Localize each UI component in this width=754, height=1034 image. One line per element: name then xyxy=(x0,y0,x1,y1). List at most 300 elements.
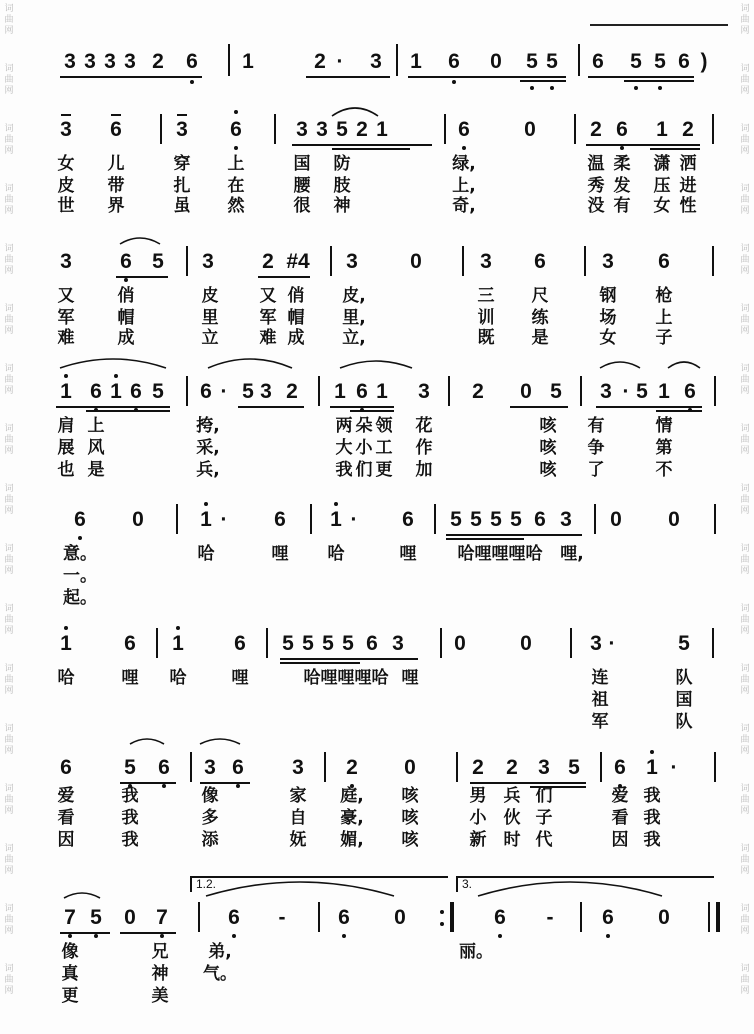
lyric-char: 上 xyxy=(87,416,105,436)
note: 3 xyxy=(600,380,612,403)
barline xyxy=(712,246,714,276)
note: 2 xyxy=(590,118,602,141)
lyric-char: 哈哩哩哩哈 xyxy=(457,544,543,564)
lyric-char: 场 xyxy=(599,308,617,328)
octave-dot xyxy=(452,80,456,84)
watermark-text: 词 曲 网 xyxy=(4,604,14,636)
note: 2 xyxy=(682,118,694,141)
underline-beam xyxy=(586,144,700,146)
note: · xyxy=(622,380,630,403)
lyric-char: 哈 xyxy=(57,668,75,688)
note: 6 xyxy=(494,906,506,929)
lyric-char: 我 xyxy=(643,830,661,850)
lyric-char: 工 xyxy=(375,438,393,458)
octave-dot xyxy=(134,408,138,412)
barline xyxy=(266,628,268,658)
note: 3 xyxy=(292,756,304,779)
note: 3 xyxy=(202,250,214,273)
note: · xyxy=(336,50,344,73)
note: 6 xyxy=(124,632,136,655)
watermark-text: 词 曲 网 xyxy=(740,124,750,156)
note: 6 xyxy=(448,50,460,73)
note: 1 xyxy=(172,632,184,655)
lyric-char: 有 xyxy=(613,196,631,216)
note: 6 xyxy=(366,632,378,655)
watermark-text: 词 曲 网 xyxy=(740,244,750,276)
note: 3 xyxy=(64,50,76,73)
slur xyxy=(600,362,640,368)
lyric-char: 训 xyxy=(477,308,495,328)
lyric-char: 潇 xyxy=(653,154,671,174)
octave-dot xyxy=(498,934,502,938)
lyric-char: 很 xyxy=(293,196,311,216)
lyric-char: 兵 xyxy=(503,786,521,806)
lyric-char: 肩 xyxy=(57,416,75,436)
lyric-char: 我 xyxy=(643,808,661,828)
underline-beam xyxy=(656,410,702,412)
lyric-char: 一。 xyxy=(63,566,97,586)
lyric-char: 家 xyxy=(289,786,307,806)
note: 0 xyxy=(520,380,532,403)
note: 1 xyxy=(242,50,254,73)
note: 6 xyxy=(338,906,350,929)
note: 5 xyxy=(336,118,348,141)
note: 5 xyxy=(470,508,482,531)
octave-dot xyxy=(94,408,98,412)
lyric-char: 子 xyxy=(655,328,673,348)
lyric-char: 咳 xyxy=(401,808,419,828)
lyric-char: 哈哩哩哩哈 xyxy=(303,668,389,688)
note: 0 xyxy=(524,118,536,141)
note: · xyxy=(670,756,678,779)
octave-dot xyxy=(176,626,180,630)
lyric-char: 帽 xyxy=(117,308,135,328)
note: 3 xyxy=(370,50,382,73)
lyric-char: 新 xyxy=(469,830,487,850)
right-watermark-strip xyxy=(736,0,754,1034)
lyric-char: 看 xyxy=(57,808,75,828)
octave-dot xyxy=(234,110,238,114)
barline xyxy=(228,44,230,76)
note: 3 xyxy=(602,250,614,273)
lyric-char: 难 xyxy=(259,328,277,348)
lyric-char: 是 xyxy=(87,460,105,480)
watermark-text: 词 曲 网 xyxy=(4,64,14,96)
note: 3 xyxy=(84,50,96,73)
lyric-char: 肢 xyxy=(333,176,351,196)
lyric-char: 更 xyxy=(375,460,393,480)
lyric-char: 花 xyxy=(415,416,433,436)
watermark-text: 词 曲 网 xyxy=(4,904,14,936)
barline xyxy=(570,628,572,658)
note: 0 xyxy=(454,632,466,655)
lyric-char: 里, xyxy=(342,308,366,328)
octave-dot xyxy=(236,784,240,788)
underline-beam xyxy=(258,276,310,278)
lyric-char: 队 xyxy=(675,668,693,688)
lyric-char: 发 xyxy=(613,176,631,196)
lyric-char: 我 xyxy=(121,786,139,806)
volta-label: 1.2. xyxy=(196,877,217,891)
note: 5 xyxy=(636,380,648,403)
lyric-char: 枪 xyxy=(655,286,673,306)
lyric-char: 上 xyxy=(227,154,245,174)
note: 1 xyxy=(376,118,388,141)
lyric-char: 风 xyxy=(87,438,105,458)
underline-beam xyxy=(280,658,418,660)
note: 3 xyxy=(392,632,404,655)
note: 5 xyxy=(90,906,102,929)
lyric-char: 咳 xyxy=(401,786,419,806)
lyric-char: 压 xyxy=(653,176,671,196)
watermark-text: 词 曲 网 xyxy=(4,784,14,816)
watermark-text: 词 曲 网 xyxy=(740,664,750,696)
lyric-char: 咳 xyxy=(401,830,419,850)
note: 6 xyxy=(74,508,86,531)
barline xyxy=(186,376,188,406)
lyric-char: 皮, xyxy=(342,286,366,306)
note: 0 xyxy=(520,632,532,655)
barline xyxy=(714,504,716,534)
note: 3 xyxy=(480,250,492,273)
slur xyxy=(332,108,378,116)
note: 3 xyxy=(124,50,136,73)
lyric-char: 立, xyxy=(342,328,366,348)
lyric-char: 柔 xyxy=(613,154,631,174)
note: 3 xyxy=(538,756,550,779)
barline xyxy=(580,902,582,932)
lyric-char: 不 xyxy=(655,460,673,480)
barline xyxy=(714,752,716,782)
watermark-text: 词 曲 网 xyxy=(4,244,14,276)
lyric-char: 是 xyxy=(531,328,549,348)
lyric-char: 两 xyxy=(335,416,353,436)
lyric-char: 爱 xyxy=(611,786,629,806)
lyric-char: 国 xyxy=(675,690,693,710)
underline-beam xyxy=(624,80,694,82)
note: 5 xyxy=(526,50,538,73)
note: 5 xyxy=(152,250,164,273)
lyric-char: 因 xyxy=(57,830,75,850)
note: 6 xyxy=(274,508,286,531)
lyric-char: 祖 xyxy=(591,690,609,710)
barline xyxy=(156,628,158,658)
lyric-char: 哩 xyxy=(401,668,419,688)
note: 6 xyxy=(90,380,102,403)
lyric-char: 洒 xyxy=(679,154,697,174)
lyric-char: 神 xyxy=(151,964,169,984)
note: 3 xyxy=(316,118,328,141)
note: 3 xyxy=(260,380,272,403)
octave-dash xyxy=(111,114,121,116)
lyric-char: 温 xyxy=(587,154,605,174)
lyric-char: 皮 xyxy=(57,176,75,196)
barline xyxy=(580,376,582,406)
note: - xyxy=(278,906,286,929)
note: 2 xyxy=(286,380,298,403)
octave-dot xyxy=(78,536,82,540)
note: 2 xyxy=(356,118,368,141)
lyric-char: 成 xyxy=(287,328,305,348)
barline xyxy=(434,504,436,534)
barline xyxy=(578,44,580,76)
lyric-char: 小 xyxy=(469,808,487,828)
lyric-char: 世 xyxy=(57,196,75,216)
lyric-char: 上 xyxy=(655,308,673,328)
note: 3 xyxy=(590,632,602,655)
octave-dot xyxy=(360,408,364,412)
underline-beam xyxy=(446,534,582,536)
lyric-char: 尺 xyxy=(531,286,549,306)
lyric-char: 情 xyxy=(655,416,673,436)
lyric-char: 我 xyxy=(121,808,139,828)
lyric-char: 弟, xyxy=(208,942,232,962)
note: 6 xyxy=(592,50,604,73)
lyric-char: 伙 xyxy=(503,808,521,828)
slur xyxy=(130,739,164,744)
note: 1 xyxy=(376,380,388,403)
note: 6 xyxy=(186,50,198,73)
lyric-char: 我 xyxy=(121,830,139,850)
lyric-char: 庭, xyxy=(340,786,364,806)
watermark-text: 词 曲 网 xyxy=(4,304,14,336)
octave-dot xyxy=(688,408,692,412)
lyric-char: 兄 xyxy=(151,942,169,962)
slur xyxy=(668,362,700,368)
watermark-text: 词 曲 网 xyxy=(740,724,750,756)
lyric-char: 我 xyxy=(643,786,661,806)
note: #4 xyxy=(286,250,310,273)
note: 2 xyxy=(472,380,484,403)
barline xyxy=(198,902,200,932)
watermark-text: 词 曲 网 xyxy=(740,364,750,396)
lyric-char: 又 xyxy=(259,286,277,306)
note: 6 xyxy=(616,118,628,141)
note: 6 xyxy=(158,756,170,779)
barline xyxy=(330,246,332,276)
lyric-char: 多 xyxy=(201,808,219,828)
lyric-char: 奇, xyxy=(452,196,476,216)
lyric-char: 哈 xyxy=(169,668,187,688)
lyric-char: 界 xyxy=(107,196,125,216)
lyric-char: 兵, xyxy=(196,460,220,480)
lyric-char: 练 xyxy=(531,308,549,328)
barline xyxy=(318,376,320,406)
slur xyxy=(208,359,292,368)
lyric-char: 哩 xyxy=(399,544,417,564)
note: · xyxy=(608,632,616,655)
note: 6 xyxy=(678,50,690,73)
watermark-text: 词 曲 网 xyxy=(4,424,14,456)
note: 3 xyxy=(204,756,216,779)
watermark-text: 词 曲 网 xyxy=(740,4,750,36)
note: 1 xyxy=(110,380,122,403)
octave-dot xyxy=(550,86,554,90)
note: 0 xyxy=(124,906,136,929)
barline xyxy=(712,114,714,144)
note: 5 xyxy=(510,508,522,531)
note: 6 xyxy=(614,756,626,779)
note: 2 xyxy=(346,756,358,779)
octave-dash xyxy=(61,114,71,116)
lyric-char: 钢 xyxy=(599,286,617,306)
lyric-char: 气。 xyxy=(203,964,237,984)
lyric-char: 哩 xyxy=(231,668,249,688)
note: 0 xyxy=(668,508,680,531)
note: 1 xyxy=(658,380,670,403)
lyric-char: 连 xyxy=(591,668,609,688)
note: 6 xyxy=(356,380,368,403)
note: 3 xyxy=(60,118,72,141)
underline-beam xyxy=(120,932,176,934)
lyric-char: 哈 xyxy=(197,544,215,564)
note: 6 xyxy=(402,508,414,531)
lyric-char: 挎, xyxy=(196,416,220,436)
note: · xyxy=(220,508,228,531)
slur xyxy=(120,238,160,244)
octave-dot xyxy=(124,278,128,282)
note: 0 xyxy=(404,756,416,779)
watermark-text: 词 曲 网 xyxy=(4,964,14,996)
note: 5 xyxy=(546,50,558,73)
lyric-char: 成 xyxy=(117,328,135,348)
lyric-char: 媚, xyxy=(340,830,364,850)
lyric-char: 有 xyxy=(587,416,605,436)
lyric-char: 代 xyxy=(535,830,553,850)
lyric-char: 难 xyxy=(57,328,75,348)
octave-dot xyxy=(94,934,98,938)
underline-beam xyxy=(520,80,566,82)
lyric-char: 秀 xyxy=(587,176,605,196)
lyric-char: 性 xyxy=(679,196,697,216)
note: 6 xyxy=(684,380,696,403)
underline-beam xyxy=(446,538,524,540)
barline xyxy=(176,504,178,534)
lyric-char: 妩 xyxy=(289,830,307,850)
lyric-char: 军 xyxy=(591,712,609,732)
octave-dot xyxy=(334,502,338,506)
lyric-char: 军 xyxy=(259,308,277,328)
watermark-text: 词 曲 网 xyxy=(740,184,750,216)
lyric-char: 像 xyxy=(61,942,79,962)
octave-dot xyxy=(530,86,534,90)
note: 3 xyxy=(560,508,572,531)
watermark-text: 词 曲 网 xyxy=(740,844,750,876)
lyric-char: 们 xyxy=(355,460,373,480)
note: 2 xyxy=(152,50,164,73)
barline xyxy=(462,246,464,276)
octave-dot xyxy=(162,784,166,788)
lyric-char: 作 xyxy=(415,438,433,458)
barline xyxy=(712,628,714,658)
lyric-char: 队 xyxy=(675,712,693,732)
octave-dot xyxy=(620,146,624,150)
barline xyxy=(450,902,454,932)
note: 6 xyxy=(130,380,142,403)
lyric-char: 没 xyxy=(587,196,605,216)
lyric-char: 军 xyxy=(57,308,75,328)
lyric-char: 意。 xyxy=(63,544,97,564)
barline xyxy=(600,752,602,782)
watermark-text: 词 曲 网 xyxy=(4,484,14,516)
volta-label: 3. xyxy=(462,877,473,891)
underline-beam xyxy=(238,406,304,408)
lyric-char: 丽。 xyxy=(459,942,493,962)
note: 6 xyxy=(232,756,244,779)
note: 6 xyxy=(60,756,72,779)
note: 3 xyxy=(418,380,430,403)
note: 3 xyxy=(60,250,72,273)
note: 6 xyxy=(602,906,614,929)
lyric-char: 因 xyxy=(611,830,629,850)
note: 1 xyxy=(330,508,342,531)
barline xyxy=(190,752,192,782)
lyric-char: 立 xyxy=(201,328,219,348)
barline xyxy=(584,246,586,276)
barline xyxy=(186,246,188,276)
lyric-char: 神 xyxy=(333,196,351,216)
note: 0 xyxy=(132,508,144,531)
lyric-char: 时 xyxy=(503,830,521,850)
lyric-char: 也 xyxy=(57,460,75,480)
watermark-text: 词 曲 网 xyxy=(740,304,750,336)
lyric-char: 我 xyxy=(335,460,353,480)
lyric-char: 自 xyxy=(289,808,307,828)
lyric-char: 俏 xyxy=(117,286,135,306)
note: 6 xyxy=(234,632,246,655)
underline-beam xyxy=(292,144,432,146)
watermark-text: 词 曲 网 xyxy=(740,484,750,516)
note: 0 xyxy=(410,250,422,273)
note: 2 xyxy=(314,50,326,73)
lyric-char: 添 xyxy=(201,830,219,850)
barline xyxy=(714,376,716,406)
note: 6 xyxy=(200,380,212,403)
barline xyxy=(160,114,162,144)
lyric-char: 哩 xyxy=(271,544,289,564)
note: 1 xyxy=(200,508,212,531)
note: 5 xyxy=(568,756,580,779)
lyric-char: 们 xyxy=(535,786,553,806)
note: 6 xyxy=(458,118,470,141)
note: 1 xyxy=(334,380,346,403)
octave-dot xyxy=(606,934,610,938)
underline-beam xyxy=(650,148,700,150)
underline-beam xyxy=(60,76,202,78)
lyric-char: 上, xyxy=(452,176,476,196)
underline-beam xyxy=(588,76,694,78)
watermark-text: 词 曲 网 xyxy=(740,64,750,96)
note: ) xyxy=(700,50,708,73)
note: 5 xyxy=(322,632,334,655)
underline-beam xyxy=(408,76,566,78)
watermark-text: 词 曲 网 xyxy=(4,844,14,876)
note: 6 xyxy=(534,508,546,531)
lyric-char: 穿 xyxy=(173,154,191,174)
lyric-char: 子 xyxy=(535,808,553,828)
underline-beam xyxy=(510,406,568,408)
note: - xyxy=(546,906,554,929)
lyric-char: 采, xyxy=(196,438,220,458)
lyric-char: 虽 xyxy=(173,196,191,216)
octave-dot xyxy=(462,146,466,150)
watermark-text: 词 曲 网 xyxy=(740,784,750,816)
watermark-text: 词 曲 网 xyxy=(4,724,14,756)
lyric-char: 了 xyxy=(587,460,605,480)
note: 5 xyxy=(124,756,136,779)
octave-dot xyxy=(658,86,662,90)
note: 5 xyxy=(450,508,462,531)
